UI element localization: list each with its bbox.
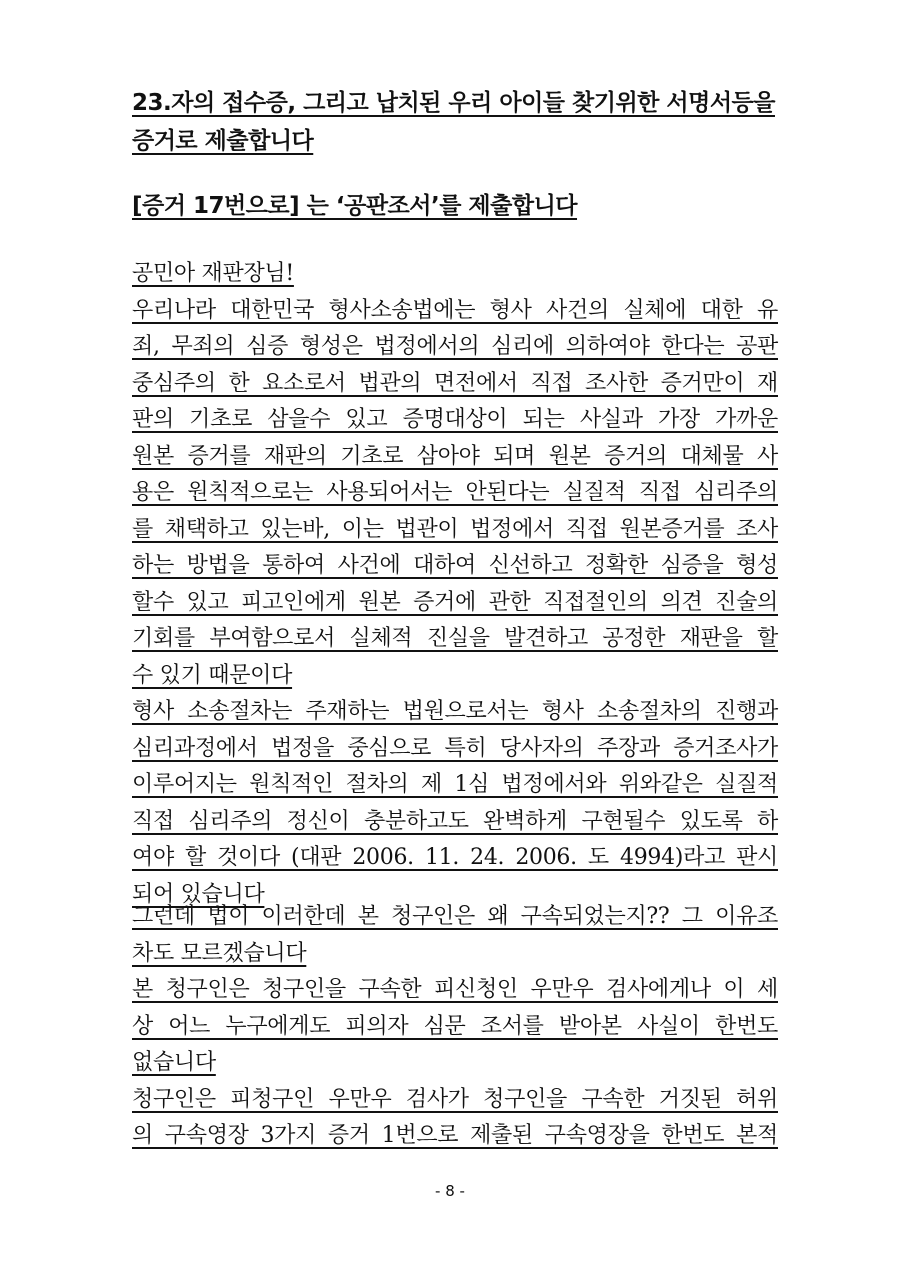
text-line: 하는 방법을 통하여 사건에 대하여 신선하고 정확한 심증을 형성: [132, 553, 778, 578]
text-line: 의 구속영장 3가지 증거 1번으로 제출된 구속영장을 한번도 본적: [132, 1123, 778, 1148]
text-line: 형사 소송절차는 주재하는 법원으로서는 형사 소송절차의 진행과: [132, 699, 778, 724]
text-line: 청구인은 피청구인 우만우 검사가 청구인을 구속한 거짓된 허위: [132, 1086, 778, 1112]
section-heading-23: 23.자의 접수증, 그리고 납치된 우리 아이들 찾기위한 서명서등을 증거로 제출합니다: [132, 90, 775, 154]
text-line: 기회를 부여함으로서 실체적 진실을 발견하고 공정한 재판을 할: [132, 626, 778, 651]
paragraph-detention-claim: [132, 899, 778, 1155]
text-line: 여야 할 것이다 (대판 2006. 11. 24. 2006. 도 4994)라고 판시: [132, 845, 778, 870]
text-line: 그런데 법이 이러한데 본 청구인은 왜 구속되었는지?? 그 이유조: [132, 904, 778, 929]
paragraph-legal-principle: [132, 256, 778, 913]
text-line: 용은 원칙적으로는 사용되어서는 안된다는 실질적 직접 심리주의: [132, 480, 778, 505]
text-line: 되어 있습니다: [132, 881, 265, 907]
text-line: 직접 심리주의 정신이 충분하고도 완벽하게 구현될수 있도록 하: [132, 808, 778, 834]
text-line: 중심주의 한 요소로서 법관의 면전에서 직접 조사한 증거만이 재: [132, 370, 778, 396]
text-line: 원본 증거를 재판의 기초로 삼아야 되며 원본 증거의 대체물 사: [132, 443, 778, 469]
text-line: 상 어느 누구에게도 피의자 심문 조서를 받아본 사실이 한번도: [132, 1013, 778, 1039]
page-number: - 8 -: [435, 1182, 465, 1200]
text-line: 심리과정에서 법정을 중심으로 특히 당사자의 주장과 증거조사가: [132, 735, 778, 761]
text-line: 본 청구인은 청구인을 구속한 피신청인 우만우 검사에게나 이 세: [132, 977, 778, 1002]
text-line: 차도 모르겠습니다: [132, 940, 307, 966]
text-line: 수 있기 때문이다: [132, 662, 293, 688]
section-heading-evidence-17: [증거 17번으로] 는 ‘공판조서’를 제출합니다: [132, 193, 578, 219]
text-line: 우리나라 대한민국 형사소송법에는 형사 사건의 실체에 대한 유: [132, 297, 778, 323]
text-line: 이루어지는 원칙적인 절차의 제 1심 법정에서와 위와같은 실질적: [132, 772, 778, 797]
text-line: 할수 있고 피고인에게 원본 증거에 관한 직접절인의 의견 진술의: [132, 589, 778, 615]
text-line: 없습니다: [132, 1050, 216, 1075]
text-line: 죄, 무죄의 심증 형성은 법정에서의 심리에 의하여야 한다는 공판: [132, 334, 778, 359]
text-line: 판의 기초로 삼을수 있고 증명대상이 되는 사실과 가장 가까운: [132, 407, 778, 432]
text-line: 를 채택하고 있는바, 이는 법관이 법정에서 직접 원본증거를 조사: [132, 516, 778, 542]
text-line: 공민아 재판장님!: [132, 261, 294, 286]
